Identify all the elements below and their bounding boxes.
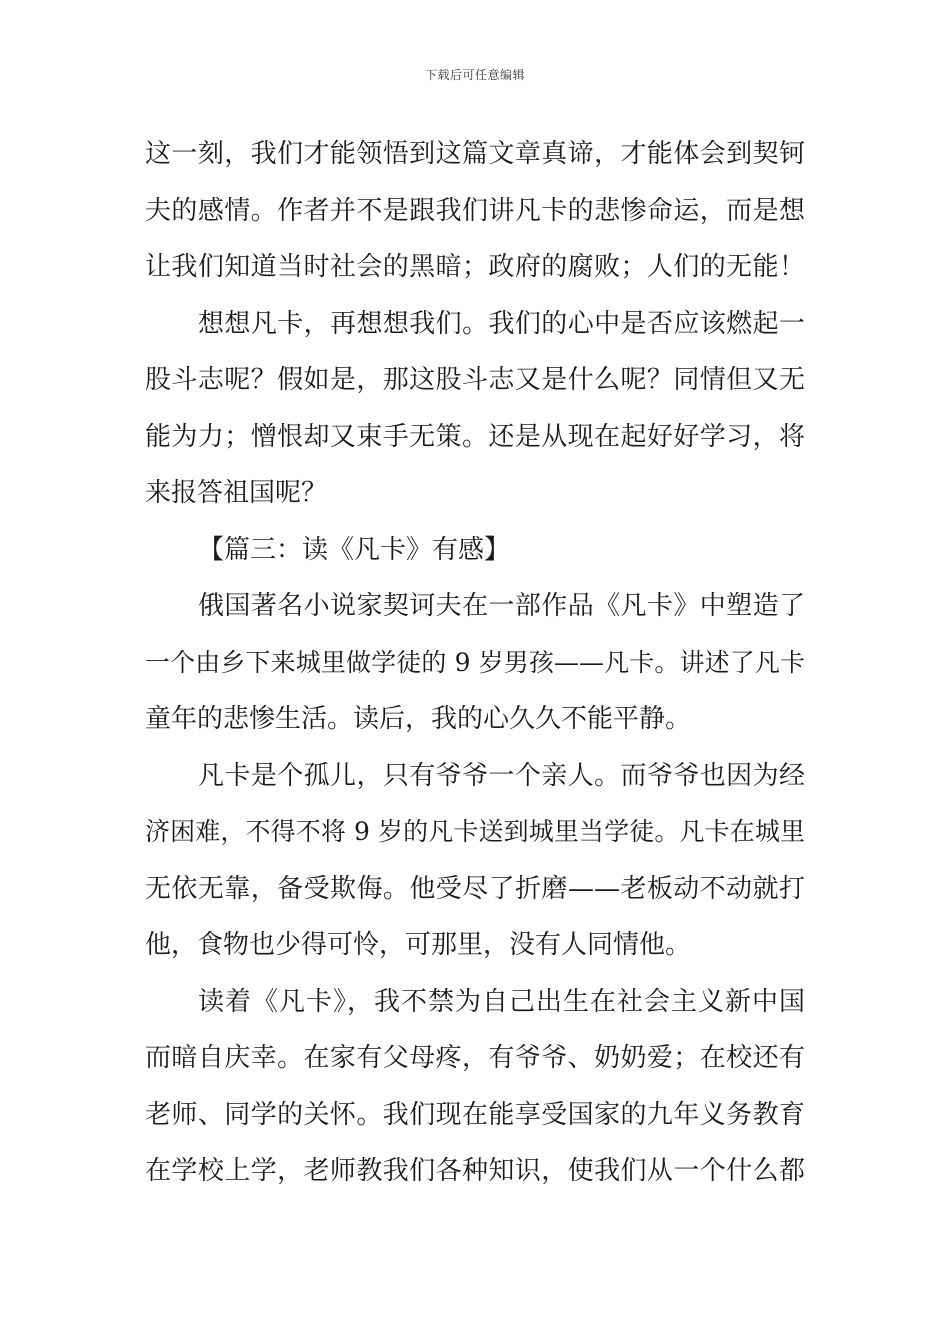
text-line: 济困难，不得不将 9 岁的凡卡送到城里当学徒。凡卡在城里 — [145, 817, 805, 846]
text-line: 夫的感情。作者并不是跟我们讲凡卡的悲惨命运，而是想 — [145, 195, 805, 226]
text-line: 股斗志呢？假如是，那这股斗志又是什么呢？同情但又无 — [145, 365, 805, 395]
text-line: 俄国著名小说家契诃夫在一部作品《凡卡》中塑造了 — [198, 591, 805, 621]
document-body — [145, 126, 805, 1200]
text-line: 这一刻，我们才能领悟到这篇文章真谛，才能体会到契钶 — [145, 139, 805, 169]
text-line: 让我们知道当时社会的黑暗；政府的腐败；人们的无能！ — [145, 252, 805, 282]
text-line: 凡卡是个孤儿，只有爷爷一个亲人。而爷爷也因为经 — [198, 760, 805, 791]
text-line: 想想凡卡，再想想我们。我们的心中是否应该燃起一 — [198, 308, 805, 339]
text-line: 他，食物也少得可怜，可那里，没有人同情他。 — [145, 930, 692, 960]
text-line: 老师、同学的关怀。我们现在能享受国家的九年义务教育 — [145, 1099, 805, 1130]
section-heading: 【篇三：读《凡卡》有感】 — [198, 534, 511, 565]
text-line: 读着《凡卡》，我不禁为自己出生在社会主义新中国 — [198, 986, 805, 1017]
text-line: 在学校上学，老师教我们各种知识，使我们从一个什么都 — [145, 1156, 805, 1186]
text-line: 来报答祖国呢？ — [145, 478, 328, 508]
text-line: 童年的悲惨生活。读后，我的心久久不能平静。 — [145, 704, 692, 734]
text-line: 一个由乡下来城里做学徒的 9 岁男孩——凡卡。讲述了凡卡 — [145, 647, 805, 677]
text-line: 能为力；憎恨却又束手无策。还是从现在起好好学习，将 — [145, 421, 805, 452]
text-line: 无依无靠，备受欺侮。他受尽了折磨——老板动不动就打 — [145, 873, 805, 904]
text-line: 而暗自庆幸。在家有父母疼，有爷爷、奶奶爱；在校还有 — [145, 1043, 805, 1073]
page-header: 下载后可任意编辑 — [424, 68, 525, 82]
